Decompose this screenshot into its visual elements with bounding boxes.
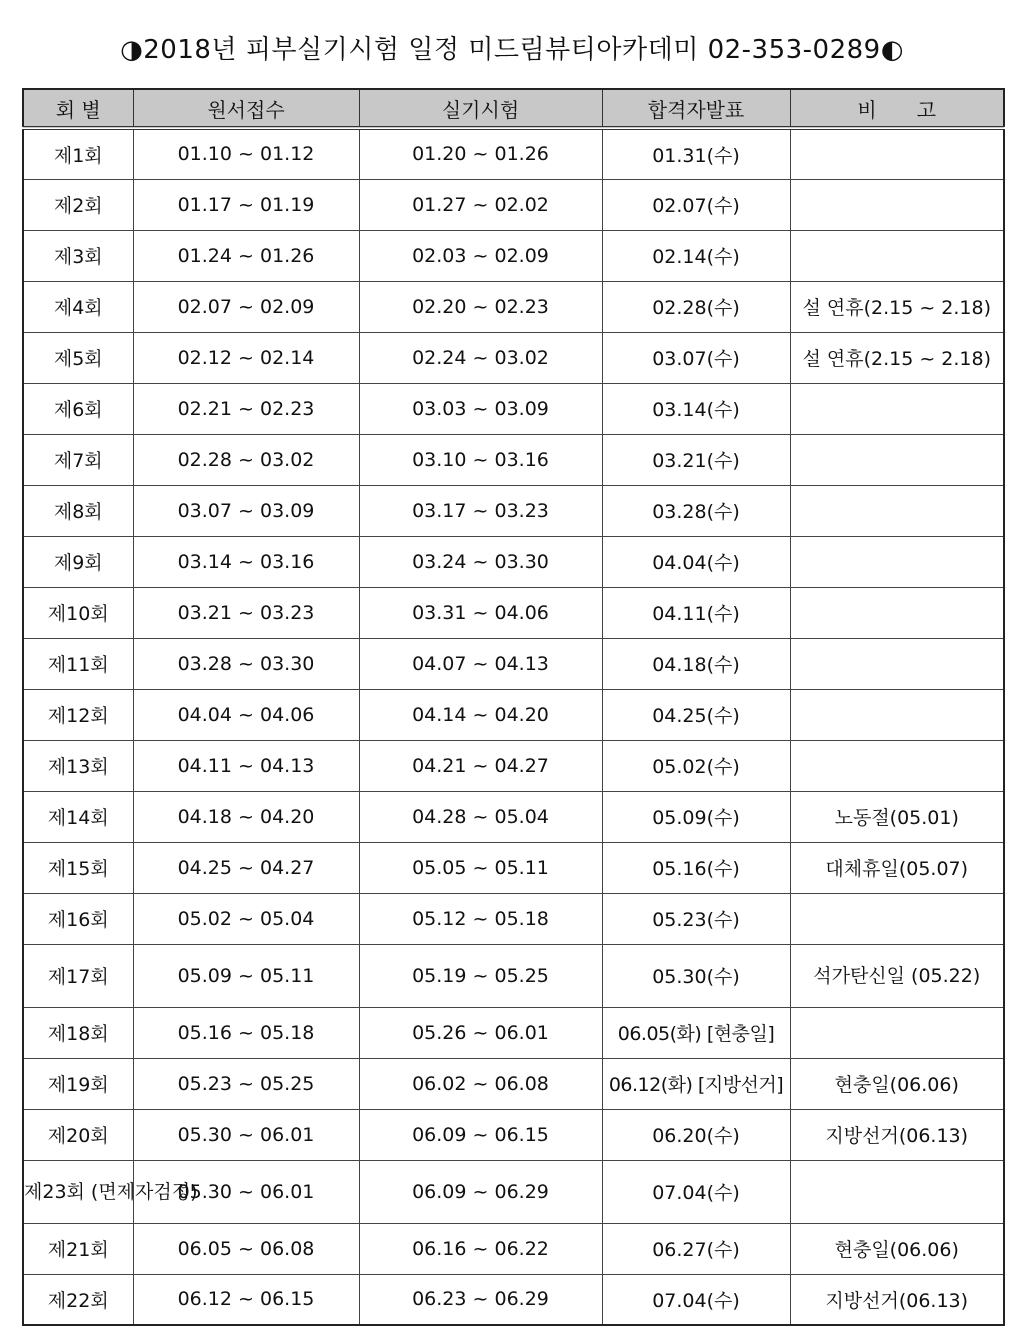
- cell-note: 현충일(06.06): [790, 1058, 1004, 1109]
- cell-exam: 01.20 ~ 01.26: [359, 128, 602, 179]
- table-row: [23, 1274, 1004, 1325]
- cell-exam: 04.21 ~ 04.27: [359, 740, 602, 791]
- cell-round: 제20회: [23, 1109, 133, 1160]
- cell-application: 01.17 ~ 01.19: [133, 179, 359, 230]
- table-row: [23, 434, 1004, 485]
- cell-result: 04.25(수): [602, 689, 790, 740]
- cell-round: 제5회: [23, 332, 133, 383]
- header-exam: 실기시험: [359, 89, 602, 128]
- cell-exam: 06.23 ~ 06.29: [359, 1274, 602, 1325]
- page-title: ◑2018년 피부실기시험 일정 미드림뷰티아카데미 02-353-0289◐: [120, 35, 904, 65]
- cell-note: [790, 740, 1004, 791]
- cell-round: 제16회: [23, 893, 133, 944]
- table-row: [23, 1007, 1004, 1058]
- table-header-row: [23, 89, 1004, 128]
- cell-exam: 05.19 ~ 05.25: [359, 944, 602, 1007]
- cell-exam: 03.03 ~ 03.09: [359, 383, 602, 434]
- cell-exam: 05.05 ~ 05.11: [359, 842, 602, 893]
- table-row: [23, 485, 1004, 536]
- cell-result: 07.04(수): [602, 1160, 790, 1223]
- cell-round: 제3회: [23, 230, 133, 281]
- cell-application: 03.21 ~ 03.23: [133, 587, 359, 638]
- cell-round: 제12회: [23, 689, 133, 740]
- table-row: [23, 1058, 1004, 1109]
- table-row: [23, 1160, 1004, 1223]
- cell-round: 제22회: [23, 1274, 133, 1325]
- cell-exam: 03.24 ~ 03.30: [359, 536, 602, 587]
- cell-application: 05.23 ~ 05.25: [133, 1058, 359, 1109]
- cell-result: 05.16(수): [602, 842, 790, 893]
- cell-round: 제18회: [23, 1007, 133, 1058]
- cell-application: 03.07 ~ 03.09: [133, 485, 359, 536]
- header-round: 회 별: [23, 89, 133, 128]
- cell-round: 제11회: [23, 638, 133, 689]
- cell-exam: 02.24 ~ 03.02: [359, 332, 602, 383]
- cell-exam: 06.09 ~ 06.29: [359, 1160, 602, 1223]
- cell-note: [790, 893, 1004, 944]
- cell-result: 06.20(수): [602, 1109, 790, 1160]
- cell-result: 01.31(수): [602, 128, 790, 179]
- cell-application: 03.28 ~ 03.30: [133, 638, 359, 689]
- cell-note: [790, 128, 1004, 179]
- table-row: [23, 536, 1004, 587]
- header-note: 비 고: [790, 89, 1004, 128]
- table-row: [23, 1109, 1004, 1160]
- cell-result: 02.28(수): [602, 281, 790, 332]
- cell-round: 제23회 (면제자검정): [23, 1160, 133, 1223]
- cell-note: [790, 1160, 1004, 1223]
- cell-result: 03.14(수): [602, 383, 790, 434]
- cell-application: 05.30 ~ 06.01: [133, 1109, 359, 1160]
- cell-note: [790, 230, 1004, 281]
- cell-result: 04.04(수): [602, 536, 790, 587]
- cell-note: [790, 383, 1004, 434]
- cell-round: 제19회: [23, 1058, 133, 1109]
- cell-exam: 04.07 ~ 04.13: [359, 638, 602, 689]
- table-row: [23, 281, 1004, 332]
- header-result: 합격자발표: [602, 89, 790, 128]
- cell-application: 01.24 ~ 01.26: [133, 230, 359, 281]
- cell-application: 05.30 ~ 06.01: [133, 1160, 359, 1223]
- cell-exam: 05.26 ~ 06.01: [359, 1007, 602, 1058]
- cell-result: 06.05(화) [현충일]: [602, 1007, 790, 1058]
- cell-application: 02.07 ~ 02.09: [133, 281, 359, 332]
- cell-result: 04.11(수): [602, 587, 790, 638]
- cell-result: 02.14(수): [602, 230, 790, 281]
- cell-exam: 02.20 ~ 02.23: [359, 281, 602, 332]
- header-application: 원서접수: [133, 89, 359, 128]
- cell-exam: 03.17 ~ 03.23: [359, 485, 602, 536]
- cell-exam: 04.14 ~ 04.20: [359, 689, 602, 740]
- cell-round: 제14회: [23, 791, 133, 842]
- cell-application: 04.11 ~ 04.13: [133, 740, 359, 791]
- cell-exam: 06.09 ~ 06.15: [359, 1109, 602, 1160]
- cell-round: 제13회: [23, 740, 133, 791]
- table-row: [23, 689, 1004, 740]
- table-row: [23, 230, 1004, 281]
- table-row: [23, 179, 1004, 230]
- cell-note: [790, 485, 1004, 536]
- cell-note: [790, 689, 1004, 740]
- table-row: [23, 740, 1004, 791]
- table-body: [23, 128, 1004, 1325]
- table-row: [23, 587, 1004, 638]
- cell-note: 대체휴일(05.07): [790, 842, 1004, 893]
- table-row: [23, 944, 1004, 1007]
- cell-exam: 03.31 ~ 04.06: [359, 587, 602, 638]
- cell-exam: 02.03 ~ 02.09: [359, 230, 602, 281]
- table-row: [23, 791, 1004, 842]
- cell-result: 03.28(수): [602, 485, 790, 536]
- cell-note: [790, 179, 1004, 230]
- cell-note: 지방선거(06.13): [790, 1274, 1004, 1325]
- cell-round: 제10회: [23, 587, 133, 638]
- cell-result: 06.27(수): [602, 1223, 790, 1274]
- cell-round: 제9회: [23, 536, 133, 587]
- cell-result: 06.12(화) [지방선거]: [602, 1058, 790, 1109]
- cell-application: 06.05 ~ 06.08: [133, 1223, 359, 1274]
- cell-result: 03.21(수): [602, 434, 790, 485]
- cell-application: 05.16 ~ 05.18: [133, 1007, 359, 1058]
- cell-note: 설 연휴(2.15 ~ 2.18): [790, 281, 1004, 332]
- table-row: [23, 638, 1004, 689]
- cell-exam: 04.28 ~ 05.04: [359, 791, 602, 842]
- cell-application: 01.10 ~ 01.12: [133, 128, 359, 179]
- cell-note: 지방선거(06.13): [790, 1109, 1004, 1160]
- cell-note: [790, 587, 1004, 638]
- cell-application: 05.09 ~ 05.11: [133, 944, 359, 1007]
- exam-schedule-table: [22, 88, 1005, 1326]
- cell-note: [790, 536, 1004, 587]
- cell-exam: 06.02 ~ 06.08: [359, 1058, 602, 1109]
- cell-note: [790, 638, 1004, 689]
- table-row: [23, 128, 1004, 179]
- table-row: [23, 383, 1004, 434]
- cell-note: 설 연휴(2.15 ~ 2.18): [790, 332, 1004, 383]
- cell-note: 석가탄신일 (05.22): [790, 944, 1004, 1007]
- cell-round: 제21회: [23, 1223, 133, 1274]
- cell-result: 05.09(수): [602, 791, 790, 842]
- cell-round: 제7회: [23, 434, 133, 485]
- cell-round: 제6회: [23, 383, 133, 434]
- cell-round: 제2회: [23, 179, 133, 230]
- cell-note: 노동절(05.01): [790, 791, 1004, 842]
- cell-exam: 03.10 ~ 03.16: [359, 434, 602, 485]
- table-row: [23, 842, 1004, 893]
- cell-application: 03.14 ~ 03.16: [133, 536, 359, 587]
- cell-result: 07.04(수): [602, 1274, 790, 1325]
- cell-application: 05.02 ~ 05.04: [133, 893, 359, 944]
- cell-round: 제1회: [23, 128, 133, 179]
- cell-application: 04.25 ~ 04.27: [133, 842, 359, 893]
- cell-round: 제8회: [23, 485, 133, 536]
- cell-note: 현충일(06.06): [790, 1223, 1004, 1274]
- cell-exam: 06.16 ~ 06.22: [359, 1223, 602, 1274]
- cell-round: 제15회: [23, 842, 133, 893]
- cell-exam: 01.27 ~ 02.02: [359, 179, 602, 230]
- cell-application: 04.04 ~ 04.06: [133, 689, 359, 740]
- cell-application: 02.21 ~ 02.23: [133, 383, 359, 434]
- cell-note: [790, 434, 1004, 485]
- cell-result: 05.30(수): [602, 944, 790, 1007]
- cell-round: 제4회: [23, 281, 133, 332]
- cell-application: 02.28 ~ 03.02: [133, 434, 359, 485]
- table-row: [23, 893, 1004, 944]
- table-row: [23, 332, 1004, 383]
- cell-note: [790, 1007, 1004, 1058]
- cell-result: 05.02(수): [602, 740, 790, 791]
- cell-result: 04.18(수): [602, 638, 790, 689]
- cell-application: 04.18 ~ 04.20: [133, 791, 359, 842]
- table-row: [23, 1223, 1004, 1274]
- cell-round: 제17회: [23, 944, 133, 1007]
- cell-exam: 05.12 ~ 05.18: [359, 893, 602, 944]
- cell-result: 03.07(수): [602, 332, 790, 383]
- cell-application: 06.12 ~ 06.15: [133, 1274, 359, 1325]
- cell-application: 02.12 ~ 02.14: [133, 332, 359, 383]
- cell-result: 05.23(수): [602, 893, 790, 944]
- cell-result: 02.07(수): [602, 179, 790, 230]
